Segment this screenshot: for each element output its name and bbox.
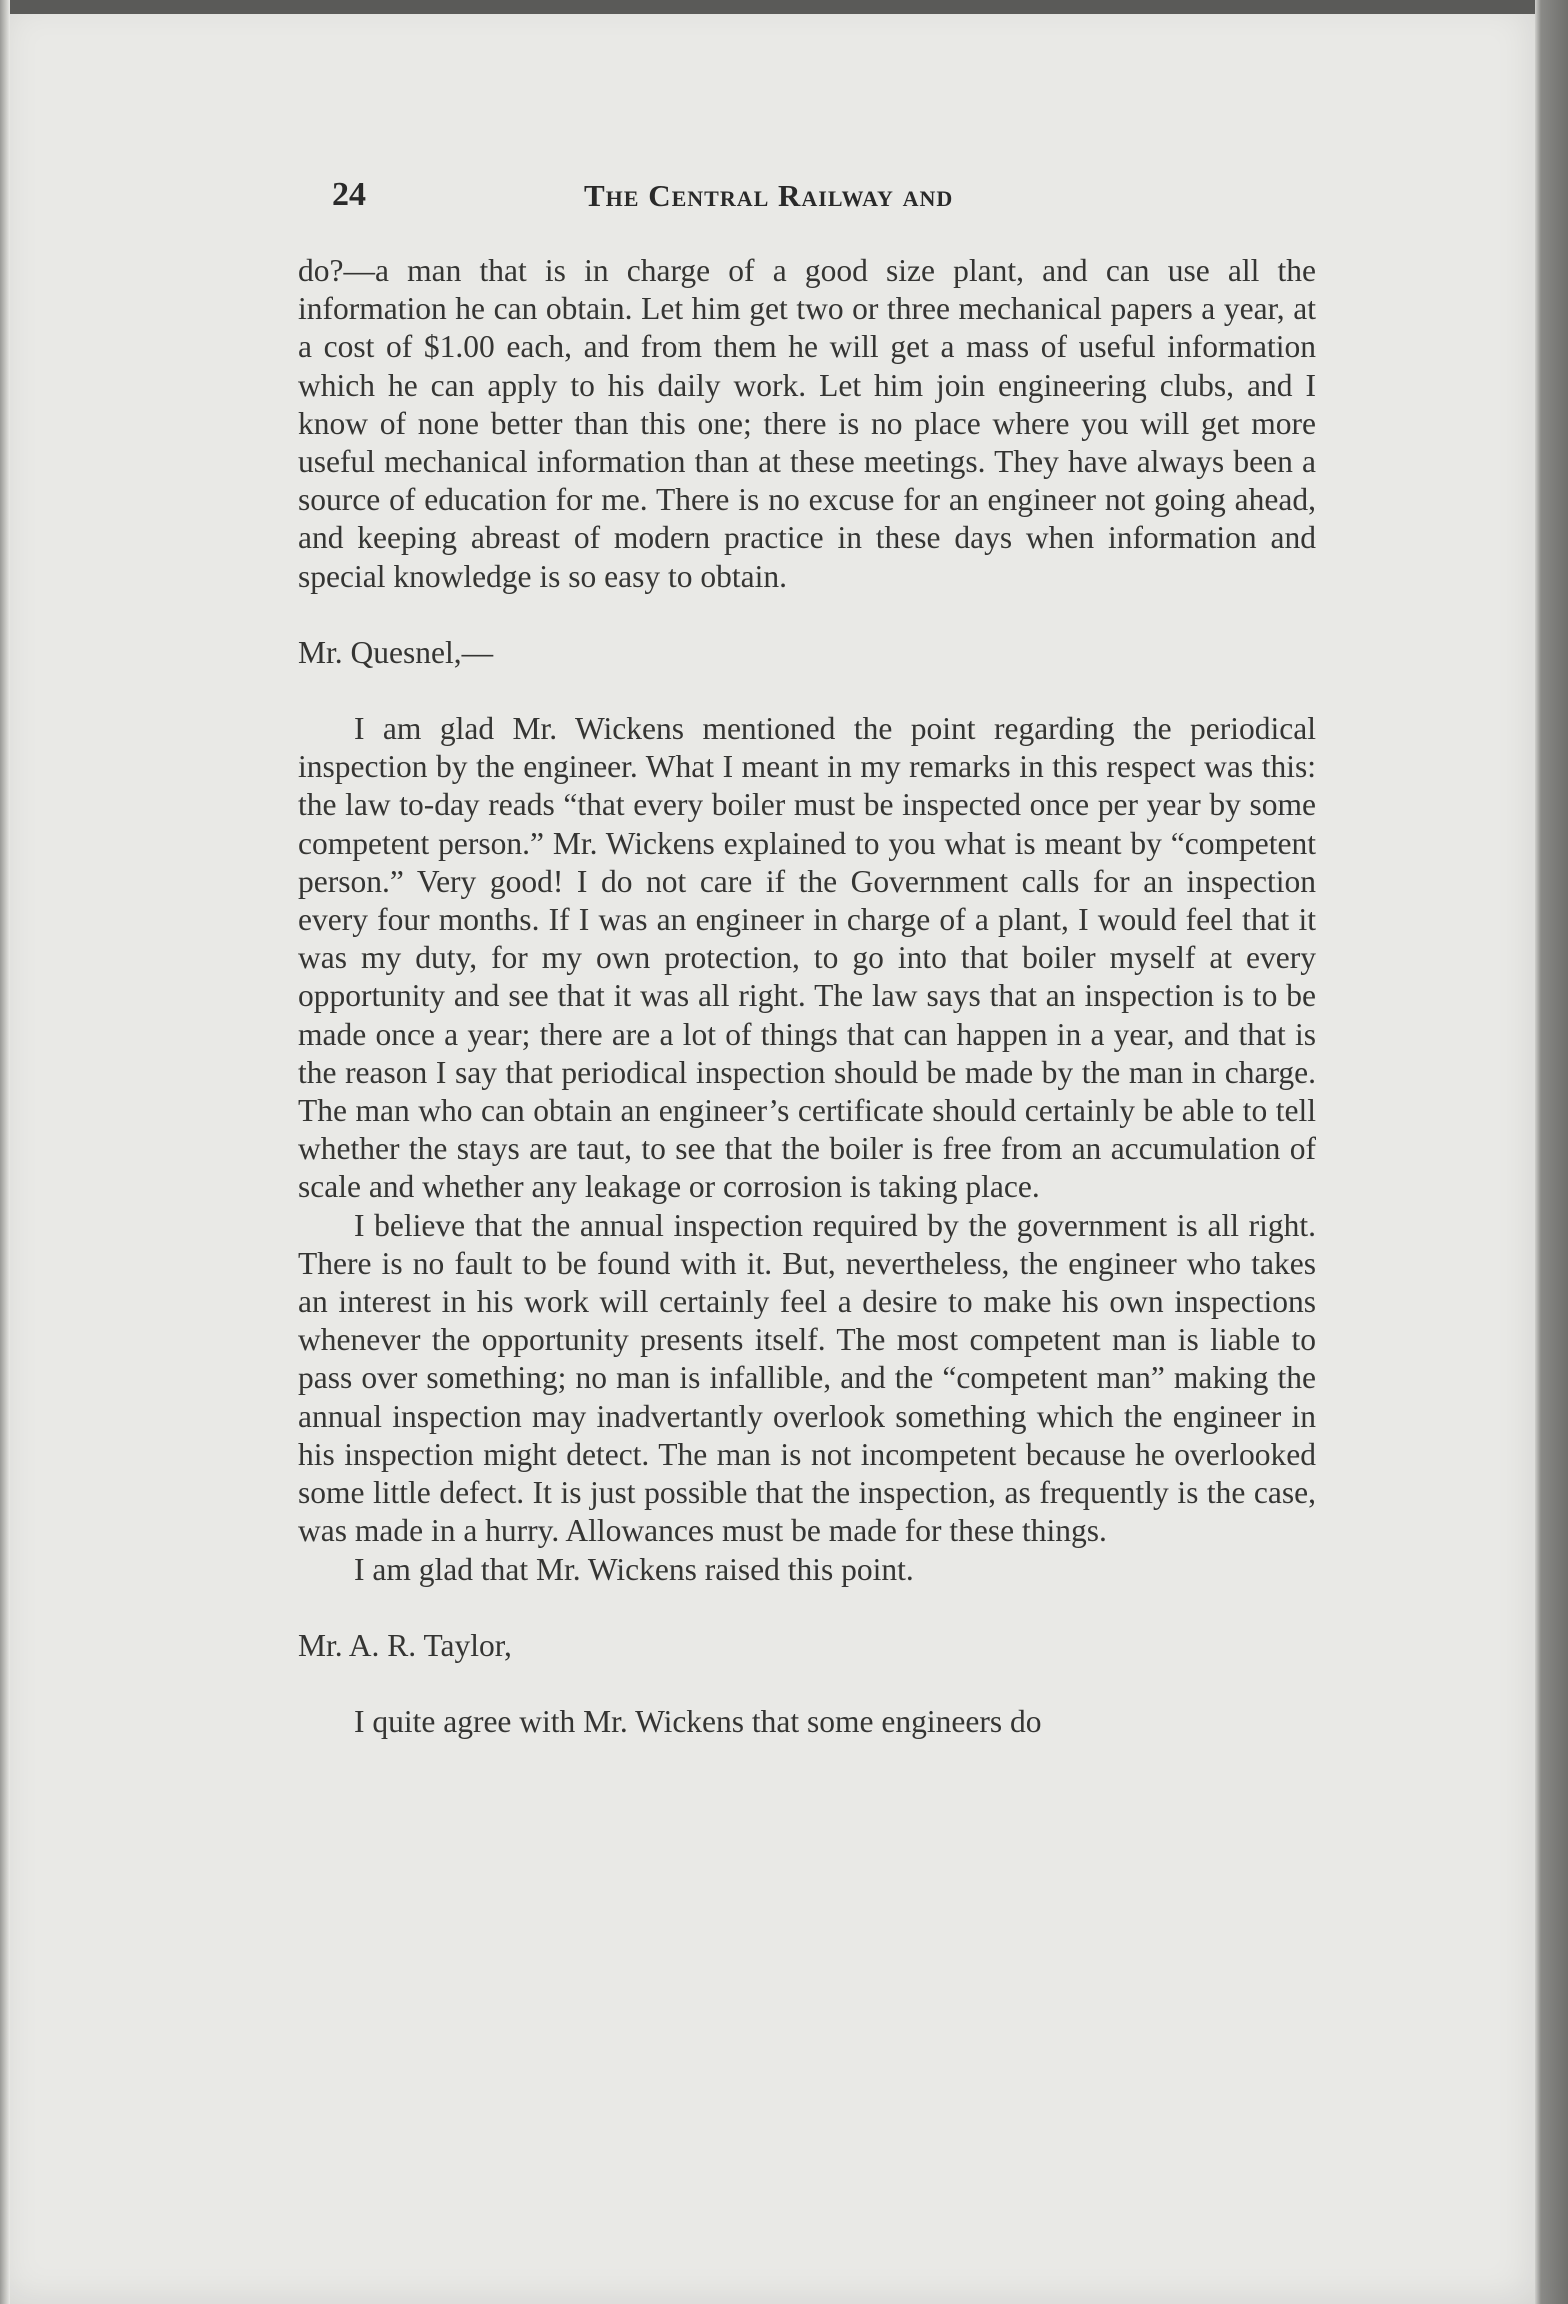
paragraph-annual-inspection: I believe that the annual inspection required by the government is all right. There is no fault to be found with it. But, nevertheless, the engineer who takes an interest in his work will certainly feel a desire to make his own inspections whenever the opportunity presents itself. The most competent man is liable to pass over something; no man is infallible, and the “competent man” making the annual inspection may inadvertantly overlook something which the engineer in his inspection might detect. The man is not incompetent because he overlooked some little defect. It is just possible that the inspection, as frequently is the case, was made in a hurry. Allowances must be made for these things. bbox=[298, 1207, 1316, 1549]
scan-top-border bbox=[0, 0, 1568, 14]
page-number: 24 bbox=[332, 176, 366, 213]
paragraph-inspection: I am glad Mr. Wickens mentioned the point regarding the periodical inspection by the engineer. What I meant in my remarks in this respect was this: the law to-day reads “that every boiler must be inspected once per year by some competent person.” Mr. Wickens explained to you what is meant by “competent person.” Very good! I do not care if the Government calls for an inspection every four months. If I was an engineer in charge of a plant, I would feel that it was my duty, for my own protection, to go into that boiler myself at every opportunity and see that it was all right. The law says that an inspection is to be made once a year; there are a lot of things that can happen in a year, and that is the reason I say that periodical inspection should be made by the man in charge. The man who can obtain an engineer’s certificate should certainly be able to tell whether the stays are taut, to see that the boiler is free from an accumulation of scale and whether any leakage or corrosion is taking place. bbox=[298, 711, 1316, 1205]
speaker-taylor: Mr. A. R. Taylor, bbox=[298, 1627, 512, 1663]
page-right-edge bbox=[1535, 0, 1568, 2304]
body-text bbox=[298, 252, 1316, 1741]
paragraph-closing: I am glad that Mr. Wickens raised this point. bbox=[354, 1551, 914, 1587]
paragraph-continuation: do?—a man that is in charge of a good size plant, and can use all the information he can obtain. Let him get two or three mechanical papers a year, at a cost of $1.00 each, and from them he will get a mass of useful information which he can apply to his daily work. Let him join engineering clubs, and I know of none better than this one; there is no place where you will get more useful mechanical information than at these meetings. They have always been a source of education for me. There is no excuse for an engineer not going ahead, and keeping abreast of modern practice in these days when information and special knowledge is so easy to obtain. bbox=[298, 253, 1316, 594]
paragraph-taylor-start: I quite agree with Mr. Wickens that some engineers do bbox=[354, 1703, 1042, 1739]
page-left-edge bbox=[0, 0, 10, 2304]
page-header bbox=[298, 176, 1318, 226]
running-title: The Central Railway and bbox=[584, 178, 954, 213]
speaker-quesnel: Mr. Quesnel,— bbox=[298, 634, 494, 670]
